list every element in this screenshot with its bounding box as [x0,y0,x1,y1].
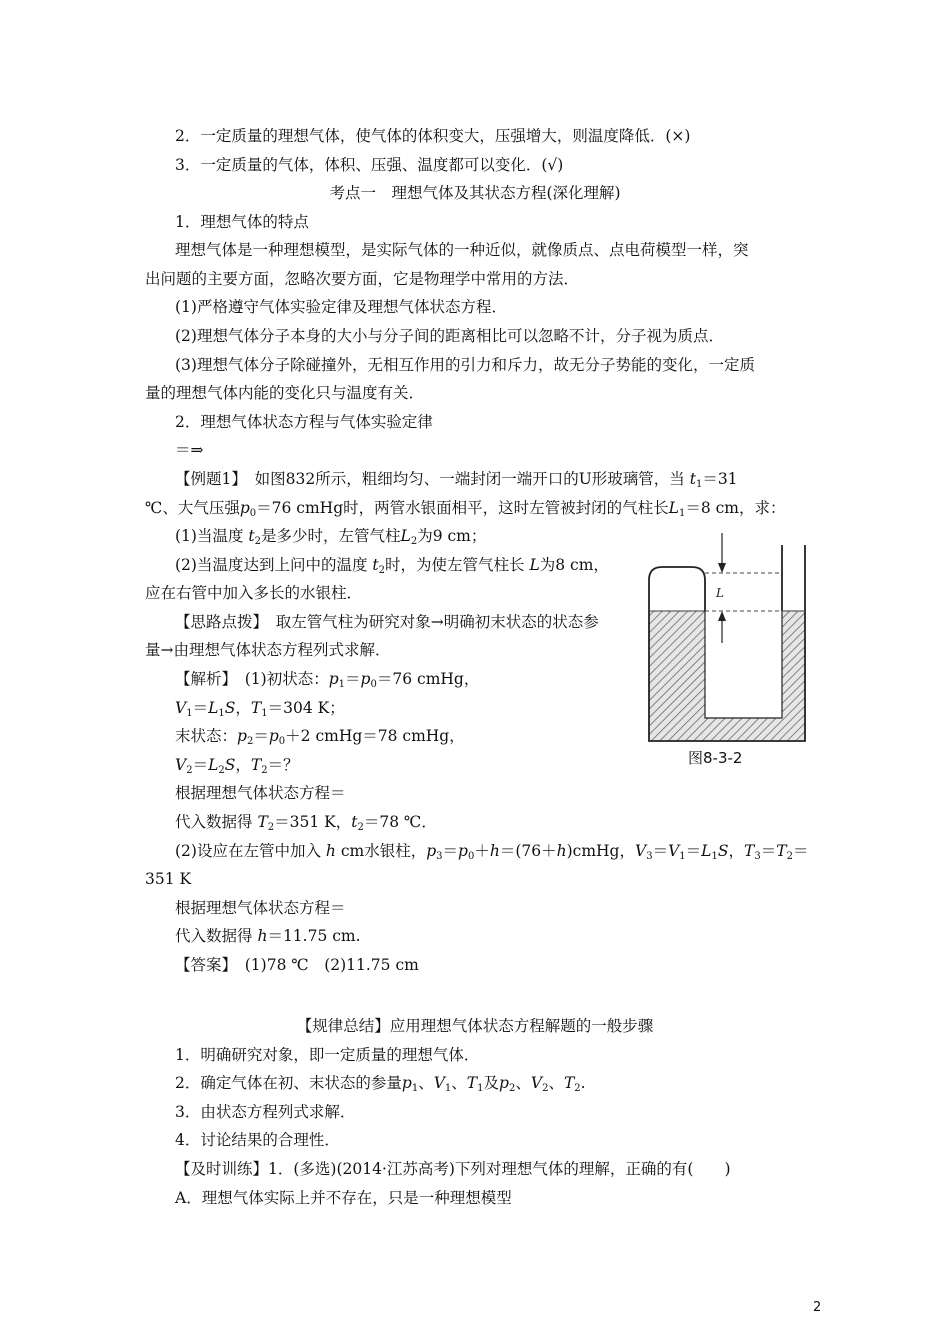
text-line: 4．讨论结果的合理性． [175,1131,340,1149]
solution-line: 351 K [145,870,192,888]
example-line: ℃、大气压强$p_0=76$ cmHg时，两管水银面相平，这时左管被封闭的气柱长$L_1=8$ cm，求： [145,499,786,519]
figure-caption: 图8-3-2 [688,749,743,767]
hint-line: 量→由理想气体状态方程列式求解． [145,641,391,659]
text-line: 1．理想气体的特点 [175,213,309,231]
text-line: (3)理想气体分子除碰撞外，无相互作用的引力和斥力，故无分子势能的变化，一定质 [175,356,755,374]
text-line: 2．一定质量的理想气体，使气体的体积变大，压强增大，则温度降低．(×) [175,127,691,145]
solution-line: 代入数据得 h＝11.75 cm. [175,927,361,945]
example-line: (2)当温度达到上问中的温度 $t_2$时，为使左管气柱长 L为8 cm， [175,556,609,576]
text-line: 2．确定气体在初、末状态的参量$p_1$、$V_1$、$T_1$及$p_2$、$V_2$、$T_2$. [175,1074,586,1094]
example-line: 应在右管中加入多长的水银柱． [145,584,363,602]
text-line: 理想气体是一种理想模型，是实际气体的一种近似，就像质点、点电荷模型一样，突 [175,241,749,259]
length-label: L [716,586,724,600]
solution-line: 代入数据得 $T_2=351$ K，$t_2=78$ ℃． [175,813,437,833]
solution-line: $V_2=L_2S$，$T_2=$？ [175,756,299,776]
solution-line: 根据理想气体状态方程＝ [175,784,346,802]
text-line: ＝⇒ [175,441,204,459]
solution-line: 【解析】 (1)初状态：$p_1=p_0=76$ cmHg， [175,670,480,690]
text-line: 2．理想气体状态方程与气体实验定律 [175,413,433,431]
example-line: (1)当温度 $t_2$是多少时，左管气柱$L_2$为9 cm； [175,527,487,547]
hint-line: 【思路点拨】 取左管气柱为研究对象→明确初末状态的状态参 [175,613,599,631]
u-tube-figure [646,525,812,775]
solution-line: $V_1=L_1S$，$T_1=304$ K； [175,699,345,719]
text-line: (1)严格遵守气体实验定律及理想气体状态方程． [175,298,507,316]
exercise-option: A．理想气体实际上并不存在，只是一种理想模型 [175,1189,512,1207]
text-line: 出问题的主要方面，忽略次要方面，它是物理学中常用的方法． [145,270,580,288]
solution-line: 末状态：$p_2=p_0+2$ cmHg＝78 cmHg， [175,727,465,747]
text-line: 3．由状态方程列式求解． [175,1103,356,1121]
left-tube-wall [649,567,705,611]
solution-line: (2)设应在左管中加入 h cm水银柱，$p_3=p_0+h=(76+h)cmHg$，$V_3=V_1=L_1S$，$T_3=T_2=$ [175,842,809,862]
page-number: 2 [813,1300,822,1315]
answer-line: 【答案】 (1)78 ℃ (2)11.75 cm [175,956,419,974]
text-line: (2)理想气体分子本身的大小与分子间的距离相比可以忽略不计，分子视为质点． [175,327,724,345]
exercise-line: 【及时训练】1．(多选)(2014·江苏高考)下列对理想气体的理解，正确的有( ) [175,1160,731,1178]
text-line: 1．明确研究对象，即一定质量的理想气体． [175,1046,480,1064]
text-line: 量的理想气体内能的变化只与温度有关． [145,384,425,402]
section-title: 考点一 理想气体及其状态方程(深化理解) [329,184,621,202]
summary-title: 【规律总结】应用理想气体状态方程解题的一般步骤 [296,1017,654,1035]
example-line: 【例题1】 如图832所示，粗细均匀、一端封闭一端开口的U形玻璃管，当 $t_1=31$ [175,470,738,490]
solution-line: 根据理想气体状态方程＝ [175,899,346,917]
text-line: 3．一定质量的气体，体积、压强、温度都可以变化．(√) [175,156,564,174]
